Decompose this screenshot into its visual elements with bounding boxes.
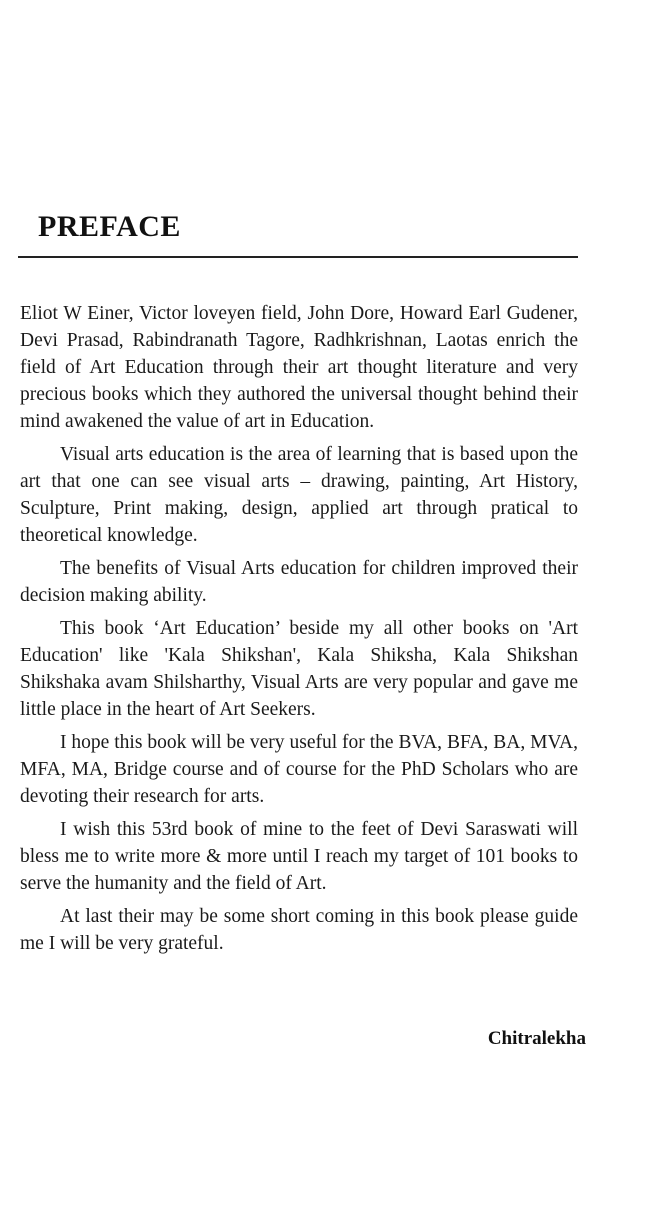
heading-divider <box>18 256 578 258</box>
page-title: PREFACE <box>38 210 181 243</box>
paragraph-1: Eliot W Einer, Victor loveyen field, John Dore, Howard Earl Gudener, Devi Prasad, Rabindranath Tagore, Radhkrishnan, Laotas enrich the field of Art Education through their art thought literature and very precious books which they authored the universal thought behind their mind awakened the value of art in Education. <box>20 303 578 432</box>
author-signature: Chitralekha <box>487 1028 586 1049</box>
paragraph-4: This book ‘Art Education’ beside my all other books on 'Art Education' like 'Kala Shikshan', Kala Shiksha, Kala Shikshan Shikshaka avam Shilsharthy, Visual Arts are very popular and gave me little place in the heart of Art Seekers. <box>20 618 578 720</box>
paragraph-5: I hope this book will be very useful for the BVA, BFA, BA, MVA, MFA, MA, Bridge course and of course for the PhD Scholars who are devoting their research for arts. <box>20 732 578 807</box>
paragraph-7: At last their may be some short coming in this book please guide me I will be very grateful. <box>20 906 578 954</box>
paragraph-3: The benefits of Visual Arts education for children improved their decision making ability. <box>20 558 578 606</box>
preface-body <box>20 300 578 963</box>
paragraph-2: Visual arts education is the area of learning that is based upon the art that one can see visual arts – drawing, painting, Art History, Sculpture, Print making, design, applied art through pratical to theoretical knowledge. <box>20 444 578 546</box>
paragraph-6: I wish this 53rd book of mine to the feet of Devi Saraswati will bless me to write more & more until I reach my target of 101 books to serve the humanity and the field of Art. <box>20 819 578 894</box>
